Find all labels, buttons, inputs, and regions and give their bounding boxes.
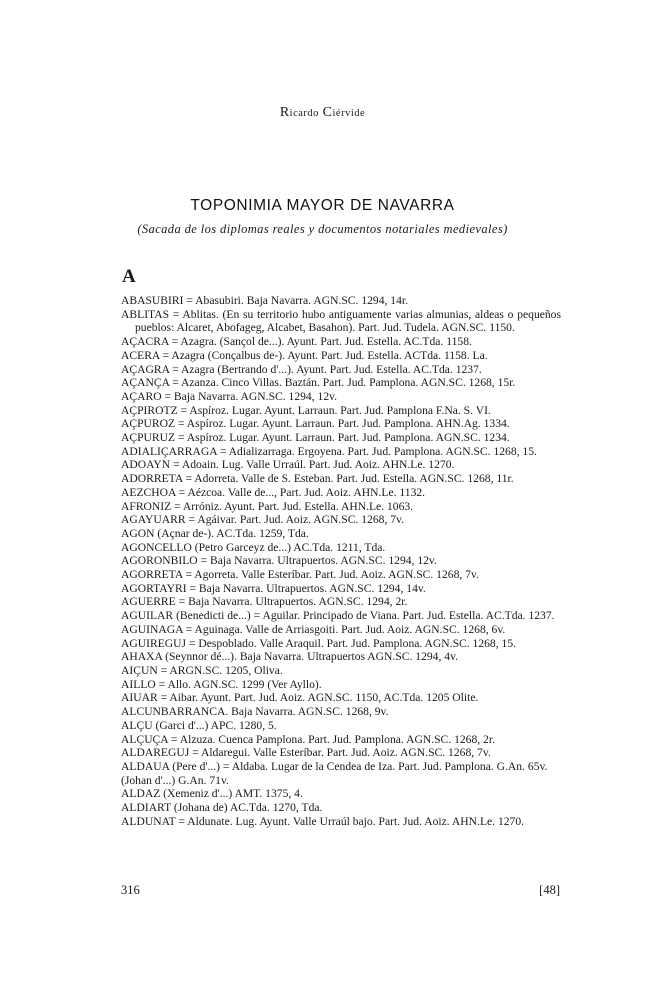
toponym-entry: ALDUNAT = Aldunate. Lug. Ayunt. Valle Urraúl bajo. Part. Jud. Aoiz. AHN.Le. 1270.: [121, 814, 525, 828]
toponym-entry: AÇARO = Baja Navarra. AGN.SC. 1294, 12v.: [121, 389, 338, 403]
running-head: [0, 104, 645, 121]
article-subtitle: (Sacada de los diplomas reales y documentos notariales medievales): [137, 222, 508, 236]
toponym-entry: AGAYUARR = Agáivar. Part. Jud. Aoiz. AGN.SC. 1268, 7v.: [121, 513, 404, 527]
toponym-entry: ACERA = Azagra (Conçalbus de-). Ayunt. Part. Jud. Estella. ACTda. 1158. La.: [121, 348, 488, 362]
section-letter: A: [122, 266, 136, 287]
toponym-entry: AIÇUN = ARGN.SC. 1205, Oliva.: [121, 663, 283, 677]
toponym-entry: AGUINAGA = Aguinaga. Valle de Arriasgoiti. Part. Jud. Aoiz. AGN.SC. 1268, 6v.: [121, 622, 506, 636]
toponym-entry: AILLO = Allo. AGN.SC. 1299 (Ver Ayllo).: [121, 677, 322, 691]
toponym-entry: AGUERRE = Baja Navarra. Ultrapuertos. AGN.SC. 1294, 2r.: [121, 595, 408, 609]
toponym-entry: AÇANÇA = Azanza. Cinco Villas. Baztán. Part. Jud. Pamplona. AGN.SC. 1268, 15r.: [121, 376, 516, 390]
page-number: 316: [121, 883, 140, 897]
toponym-entry: (Johan d'...) G.An. 71v.: [121, 773, 229, 787]
toponym-entry: AEZCHOA = Aézcoa. Valle de..., Part. Jud. Aoiz. AHN.Le. 1132.: [121, 485, 426, 499]
toponym-entry: AFRONIZ = Arróniz. Ayunt. Part. Jud. Estella. AHN.Le. 1063.: [121, 499, 414, 513]
toponym-entry: ALÇUÇA = Alzuza. Cuenca Pamplona. Part. Jud. Pamplona. AGN.SC. 1268, 2r.: [121, 732, 495, 746]
toponym-entry: ALDAZ (Xemeniz d'...) AMT. 1375, 4.: [121, 787, 303, 801]
toponym-entry: ADIALIÇARRAGA = Adializarraga. Ergoyena. Part. Jud. Pamplona. AGN.SC. 1268, 15.: [121, 444, 537, 458]
toponym-entry: ALDIART (Johana de) AC.Tda. 1270, Tda.: [121, 801, 323, 815]
running-head-initial: R: [279, 105, 290, 120]
toponym-entry: ADOAYN = Adoain. Lug. Valle Urraúl. Part. Jud. Aoiz. AHN.Le. 1270.: [121, 458, 455, 472]
signature-number: [48]: [539, 883, 560, 897]
toponym-entry: ADORRETA = Adorreta. Valle de S. Esteban. Part. Jud. Estella. AGN.SC. 1268, 11r.: [121, 472, 514, 486]
toponym-entry: AÇAGRA = Azagra (Bertrando d'...). Ayunt. Part. Jud. Estella. AC.Tda. 1237.: [121, 362, 482, 376]
toponym-entry: AGUILAR (Benedicti de...) = Aguilar. Principado de Viana. Part. Jud. Estella. AC.Tda. 1237.: [121, 609, 555, 623]
toponym-entry: AGONCELLO (Petro Garceyz de...) AC.Tda. 1211, Tda.: [121, 540, 386, 554]
toponym-entry: AHAXA (Seynnor dé...). Baja Navarra. Ultrapuertos AGN.SC. 1294, 4v.: [121, 650, 459, 664]
toponym-entry: AGON (Açnar de-). AC.Tda. 1259, Tda.: [121, 526, 309, 540]
toponym-entry: ALDAUA (Pere d'...) = Aldaba. Lugar de la Cendea de Iza. Part. Jud. Pamplona. G.An. 65v.: [121, 759, 548, 773]
toponym-entry: AÇPIROTZ = Aspíroz. Lugar. Ayunt. Larraun. Part. Jud. Pamplona F.Na. S. VI.: [121, 403, 491, 417]
toponym-entry: AÇPUROZ = Aspíroz. Lugar. Ayunt. Larraun. Part. Jud. Pamplona. AHN.Ag. 1334.: [121, 417, 510, 431]
toponym-entry: ALDAREGUJ = Aldaregui. Valle Esteríbar. Part. Jud. Aoiz. AGN.SC. 1268, 7v.: [121, 746, 491, 760]
toponym-entry: AGORRETA = Agorreta. Valle Esteríbar. Part. Jud. Aoiz. AGN.SC. 1268, 7v.: [121, 568, 479, 582]
toponym-entry: AGUIREGUJ = Despoblado. Valle Araquil. Part. Jud. Pamplona. AGN.SC. 1268, 15.: [121, 636, 517, 650]
toponym-entry: ABASUBIRI = Abasubiri. Baja Navarra. AGN.SC. 1294, 14r.: [121, 294, 409, 307]
toponym-entry: AGORTAYRI = Baja Navarra. Ultrapuertos. AGN.SC. 1294, 14v.: [121, 581, 426, 595]
toponym-entry: AGORONBILO = Baja Navarra. Ultrapuertos. AGN.SC. 1294, 12v.: [121, 554, 437, 568]
toponym-entry: ALÇU (Garci d'...) APC. 1280, 5.: [121, 718, 277, 732]
toponym-entry: AÇPURUZ = Aspíroz. Lugar. Ayunt. Larraun. Part. Jud. Pamplona. AGN.SC. 1234.: [121, 431, 510, 445]
running-head-second-rest: iérvide: [332, 108, 366, 119]
running-head-initial-2: C: [322, 105, 333, 120]
toponym-entry: AIUAR = Aibar. Ayunt. Part. Jud. Aoiz. AGN.SC. 1150, AC.Tda. 1205 Olite.: [121, 691, 479, 705]
running-head-first-rest: icardo: [289, 108, 319, 119]
toponym-entry: ALCUNBARRANCA. Baja Navarra. AGN.SC. 1268, 9v.: [121, 705, 389, 719]
toponym-entry: AÇACRA = Azagra. (Sançol de...). Ayunt. Part. Jud. Estella. AC.Tda. 1158.: [121, 335, 472, 349]
article-title: TOPONIMIA MAYOR DE NAVARRA: [190, 197, 455, 214]
entry-list: [121, 294, 561, 828]
toponym-entry: ABLITAS = Ablitas. (En su territorio hubo antiguamente varias almunias, aldeas o pequeños pueblos: Alcaret, Abofageg, Alcabet, Basahon). Part. Jud. Tudela. AGN.SC. 1150.: [121, 307, 561, 335]
